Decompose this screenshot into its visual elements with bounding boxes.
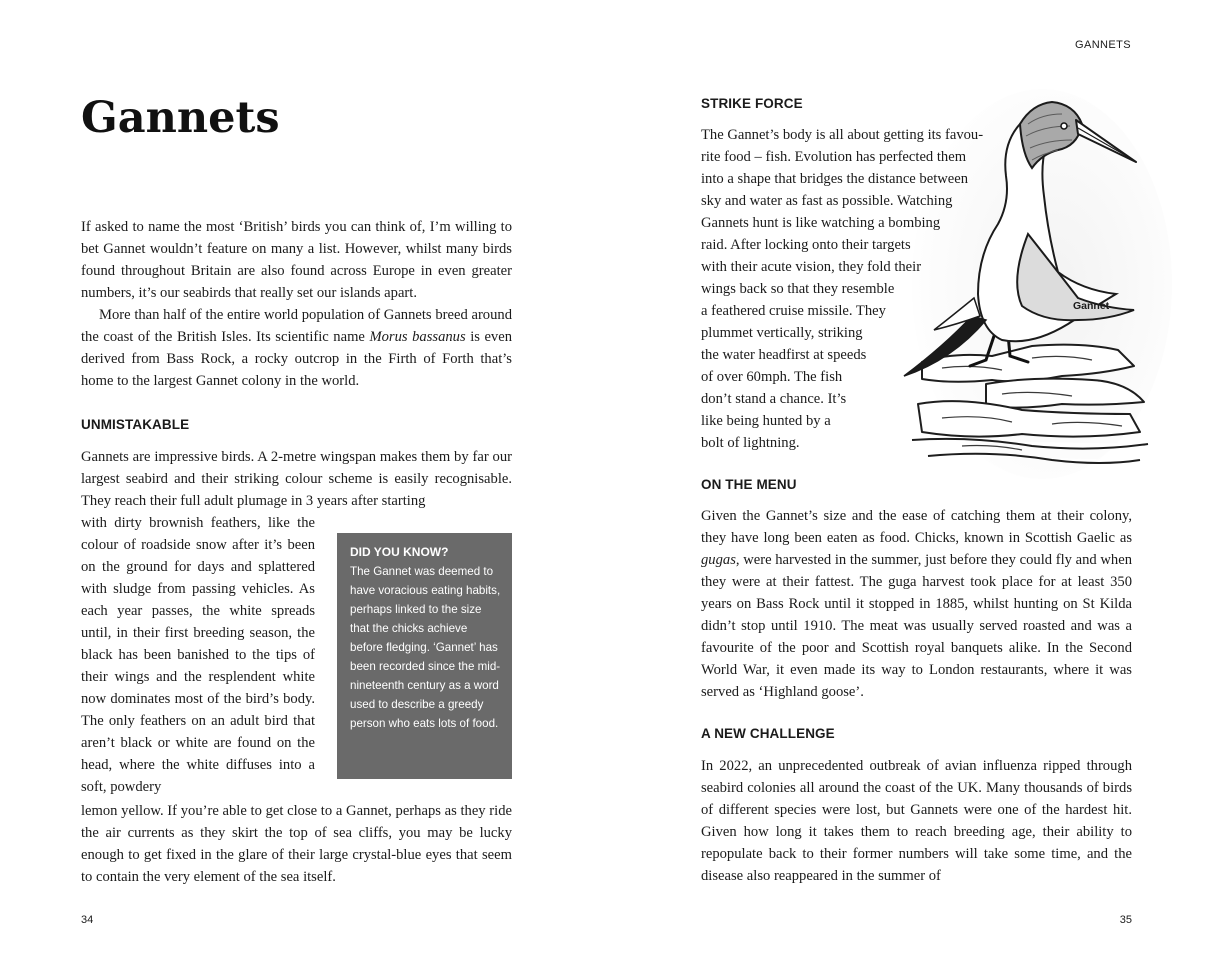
intro-paragraph-2-part-1: More than half of the entire world population of Gannets breed around the coast of the British Isles. Its scientific name bbox=[81, 307, 512, 345]
heading-on-the-menu: ON THE MENU bbox=[701, 477, 797, 492]
unmistakable-paragraph-tail: lemon yellow. If you’re able to get close to a Gannet, perhaps as they ride the air currents as they skirt the top of sea cliffs, you may be lucky enough to get fixed in the glare of their large crystal-blue eyes that seem to contain the very element of the sea itself. bbox=[81, 803, 512, 885]
intro-paragraph-2 bbox=[81, 304, 512, 392]
intro-section bbox=[81, 216, 512, 392]
chapter-title: Gannets bbox=[81, 93, 280, 143]
on-the-menu-paragraph bbox=[701, 505, 1132, 703]
menu-text-part-2: , were harvested in the summer, just before they could fly and when they were at their fattest. The guga harvest took place for at least 350 years on Bass Rock until it stopped in 1885, whilst hunting on St Kilda didn’t stop until 1910. The meat was usually served roasted and was a favourite of the poor and Scottish royal banquets alike. In the Second World War, it even made its way to London restaurants, where it was served as ‘Highland goose’. bbox=[701, 552, 1132, 700]
strike-line: sky and water as fast as possible. Watching bbox=[701, 193, 953, 209]
strike-line: the water headfirst at speeds bbox=[701, 347, 867, 363]
strike-line: don’t stand a chance. It’s bbox=[701, 391, 847, 407]
intro-paragraph-2-part-2: is even derived from Bass Rock, a rocky outcrop in the Firth of Forth that’s home to the largest Gannet colony in the world. bbox=[81, 329, 513, 389]
strike-line: of over 60mph. The fish bbox=[701, 369, 843, 385]
strike-line: like being hunted by a bbox=[701, 413, 831, 429]
strike-line: The Gannet’s body is all about getting its favou- bbox=[701, 127, 984, 143]
menu-text-part-1: Given the Gannet’s size and the ease of catching them at their colony, they have long been eaten as food. Chicks, known in Scottish Gaelic as bbox=[701, 508, 1132, 546]
strike-line: raid. After locking onto their targets bbox=[701, 237, 911, 253]
strike-line: into a shape that bridges the distance between bbox=[701, 171, 969, 187]
page-number-left: 34 bbox=[81, 914, 94, 926]
did-you-know-text: The Gannet was deemed to have voracious eating habits, perhaps linked to the size that the chicks achieve before fledging. ‘Gannet’ has been recorded since the mid-nineteenth century as a word used to describe a greedy person who eats lots of food. bbox=[350, 565, 501, 730]
new-challenge-paragraph: In 2022, an unprecedented outbreak of avian influenza ripped through seabird colonies all around the coast of the UK. Many thousands of birds of different species were lost, but Gannets were one of the hardest hit. Given how long it takes them to reach breeding age, their ability to repopulate back to their former numbers will take some time, and the disease also reappeared in the summer of bbox=[701, 758, 1132, 884]
unmistakable-paragraph-wrapped: with dirty brownish feathers, like the colour of roadside snow after it’s been on the ground for days and splattered with sludge from passing vehicles. As each year passes, the white spreads until, in their first breeding season, the black has been banished to the tips of their wings and the resplendent white now dominates most of the bird’s body. The only feathers on an adult bird that aren’t black or white are found on the head, where the white diffuses into a soft, powdery bbox=[81, 515, 315, 795]
did-you-know-box bbox=[337, 533, 512, 779]
strike-force-text bbox=[701, 124, 1006, 454]
page-number-right: 35 bbox=[1119, 914, 1132, 926]
did-you-know-title: DID YOU KNOW? bbox=[350, 545, 449, 559]
unmistakable-paragraph-lead: Gannets are impressive birds. A 2-metre wingspan makes them by far our largest seabird and their striking colour scheme is easily recognisable. They reach their full adult plumage in 3 years after starting bbox=[81, 449, 512, 509]
strike-line: a feathered cruise missile. They bbox=[701, 303, 886, 319]
strike-line: plummet vertically, striking bbox=[701, 325, 863, 341]
menu-text-gaelic-term: gugas bbox=[701, 552, 736, 568]
heading-unmistakable: UNMISTAKABLE bbox=[81, 417, 190, 432]
strike-line: with their acute vision, they fold their bbox=[701, 259, 922, 275]
strike-line: bolt of lightning. bbox=[701, 435, 800, 451]
intro-paragraph-1: If asked to name the most ‘British’ birds you can think of, I’m willing to bet Gannet wouldn’t feature on many a list. However, whilst many birds found throughout Britain are also found across Europe in even greater numbers, it’s our seabirds that really set our islands apart. bbox=[81, 219, 512, 301]
scientific-name: Morus bassanus bbox=[369, 329, 466, 345]
strike-line: rite food – fish. Evolution has perfected them bbox=[701, 149, 967, 165]
illustration-caption: Gannet bbox=[1073, 300, 1110, 312]
gannet-eye bbox=[1061, 123, 1067, 129]
strike-line: Gannets hunt is like watching a bombing bbox=[701, 215, 941, 231]
running-head: GANNETS bbox=[1075, 39, 1131, 51]
strike-line: wings back so that they resemble bbox=[701, 281, 895, 297]
heading-new-challenge: A NEW CHALLENGE bbox=[701, 726, 835, 741]
heading-strike-force: STRIKE FORCE bbox=[701, 96, 803, 111]
